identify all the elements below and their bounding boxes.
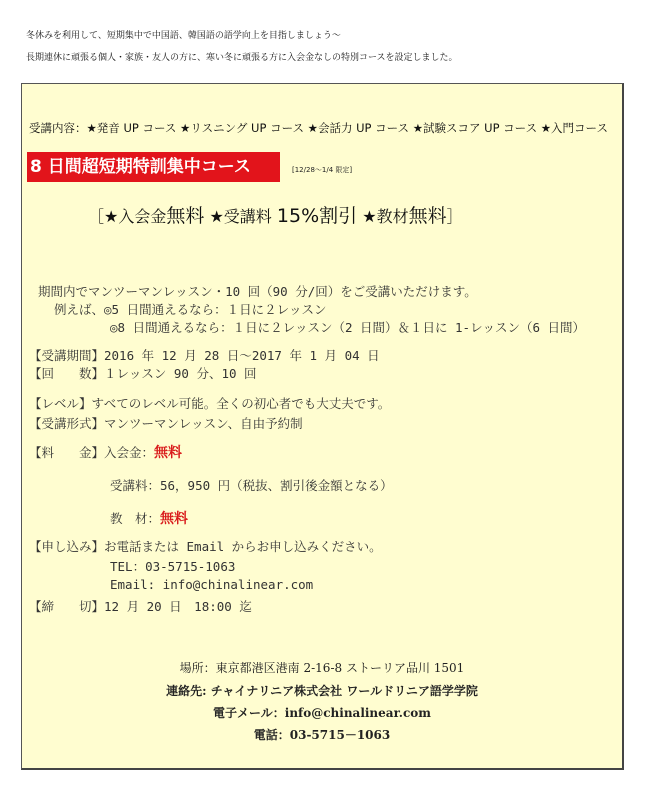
tuition-discount: 15%割引 bbox=[276, 205, 358, 227]
fee-label: 【料 金】入会金： bbox=[29, 445, 155, 460]
example-2: ◎8 日間通えるなら：１日に２レッスン（2 日間）＆１日に 1-レッスン（6 日間） bbox=[110, 320, 586, 335]
course-info-box bbox=[21, 83, 624, 770]
discount-close: ］ bbox=[446, 207, 463, 226]
material-free: 無料 bbox=[408, 205, 447, 227]
tuition-line: 受講料：56，950 円（税抜、割引後金額となる） bbox=[110, 478, 393, 493]
discount-tuition-label: ★受講料 bbox=[204, 207, 277, 226]
course-list: 受講内容：★発音 UP コース ★リスニング UP コース ★会話力 UP コース ★試験スコア UP コース ★入門コース bbox=[29, 121, 608, 135]
level-info: 【レベル】すべてのレベル可能。全くの初心者でも大丈夫です。 bbox=[29, 396, 391, 411]
intro-line-1: 冬休みを利用して、短期集中で中国語、韓国語の語学向上を目指しましょう～ bbox=[26, 31, 341, 41]
footer-address: 場所：東京都港区港南 2-16-8 ストーリア品川 1501 bbox=[179, 661, 465, 675]
course-period: 【受講期間】2016 年 12 月 28 日～2017 年 1 月 04 日 bbox=[29, 348, 380, 363]
footer-contact: 連絡先: チャイナリニア株式会社 ワールドリニア語学学院 bbox=[166, 684, 478, 698]
material-fee-value: 無料 bbox=[160, 511, 189, 527]
course-title-banner: 8 日間超短期特訓集中コース bbox=[27, 152, 280, 182]
discount-open: ［★入会金 bbox=[88, 207, 167, 226]
apply-info: 【申し込み】お電話または Email からお申し込みください。 bbox=[29, 539, 382, 554]
footer-phone: 電話：03-5715－1063 bbox=[253, 728, 391, 742]
intro-line-2: 長期連休に頑張る個人・家族・友人の方に、寒い冬に頑張る方に入会金なしの特別コースを設定しました。 bbox=[26, 53, 458, 63]
apply-tel: TEL：03-5715-1063 bbox=[110, 559, 236, 574]
deadline-info: 【締 切】12 月 20 日 18:00 迄 bbox=[29, 599, 252, 614]
discount-line bbox=[88, 201, 463, 228]
lesson-description: 期間内でマンツーマンレッスン・10 回（90 分/回）をご受講いただけます。 bbox=[38, 284, 477, 299]
footer-email: 電子メール：info@chinalinear.com bbox=[213, 706, 431, 720]
discount-material-label: ★教材 bbox=[357, 207, 409, 226]
material-label: 教 材： bbox=[110, 511, 161, 526]
entry-fee-free: 無料 bbox=[166, 205, 205, 227]
example-1: 例えば、◎5 日間通えるなら：１日に２レッスン bbox=[54, 302, 327, 317]
material-line bbox=[110, 508, 188, 528]
fee-line bbox=[29, 442, 182, 462]
format-info: 【受講形式】マンツーマンレッスン、自由予約制 bbox=[29, 416, 303, 431]
entry-fee-value: 無料 bbox=[154, 445, 183, 461]
lesson-count: 【回 数】１レッスン 90 分、10 回 bbox=[29, 366, 257, 381]
apply-email: Email: info@chinalinear.com bbox=[110, 577, 314, 592]
course-period-note: [12/28～1/4 限定] bbox=[292, 166, 353, 174]
